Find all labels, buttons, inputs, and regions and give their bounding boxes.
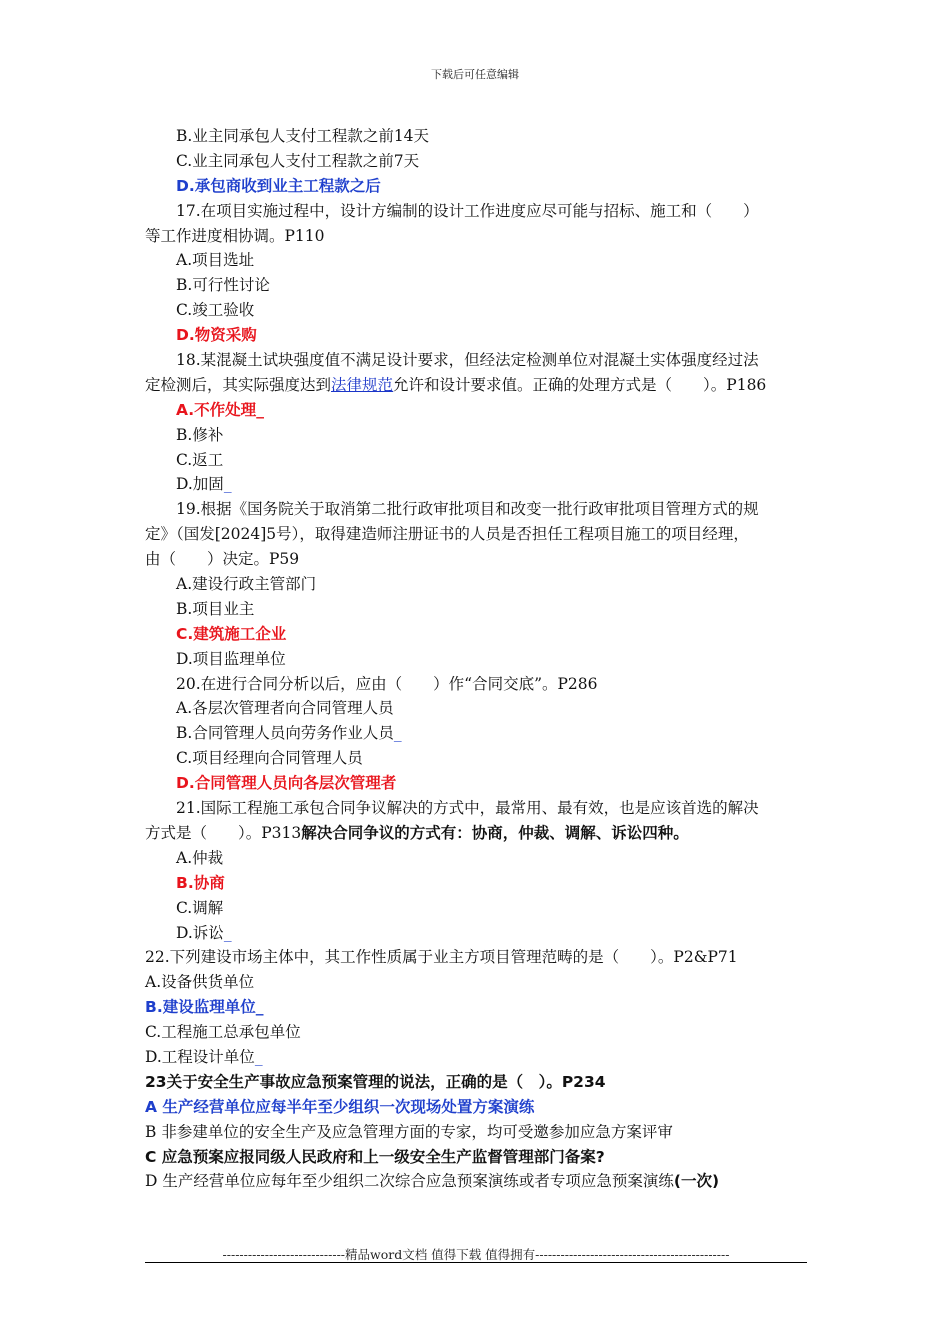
q20-option-c: C.项目经理向合同管理人员 xyxy=(176,749,363,768)
q20-option-b-text: B.合同管理人员向劳务作业人员 xyxy=(176,724,394,743)
q18-option-a-underscore: _ xyxy=(256,400,264,419)
q22-option-c: C.工程施工总承包单位 xyxy=(145,1023,301,1042)
q16-option-c: C.业主同承包人支付工程款之前7天 xyxy=(176,151,420,170)
q19-stem-line2: 定》（国发[2024]5号），取得建造师注册证书的人员是否担任工程项目施工的项目经理， xyxy=(145,525,749,544)
q17-option-b: B.可行性讨论 xyxy=(176,276,270,295)
q22-option-a: A.设备供货单位 xyxy=(145,973,255,992)
q16-option-d-answer: D.承包商收到业主工程款之后 xyxy=(176,176,381,195)
q16-option-b: B.业主同承包人支付工程款之前14天 xyxy=(176,127,430,145)
law-link[interactable]: 法律规范 xyxy=(331,375,394,394)
q23-option-b: B 非参建单位的安全生产及应急管理方面的专家，均可受邀参加应急方案评审 xyxy=(145,1122,673,1141)
q22-option-d-underscore: _ xyxy=(254,1047,263,1066)
q18-option-a-text: A.不作处理 xyxy=(176,400,257,419)
page-footer: -----------------------------精品word文档 值得下载 值得拥有---------------------------------------------- xyxy=(222,1247,730,1262)
q19-option-d: D.项目监理单位 xyxy=(176,649,286,668)
q19-stem-line3: 由（ ）决定。P59 xyxy=(145,550,300,569)
q22-option-d-text: D.工程设计单位 xyxy=(145,1047,255,1066)
q17-option-a: A.项目选址 xyxy=(176,251,255,270)
q18-option-a-answer xyxy=(145,398,815,423)
q21-stem-line2 xyxy=(145,821,815,846)
q19-stem-line1: 19.根据《国务院关于取消第二批行政审批项目和改变一批行政审批项目管理方式的规 xyxy=(176,500,759,519)
q19-option-b: B.项目业主 xyxy=(176,599,255,618)
q22-option-d xyxy=(145,1045,815,1070)
document-body xyxy=(145,124,815,1194)
q21-option-d-text: D.诉讼 xyxy=(176,923,224,942)
q19-option-c-answer: C.建筑施工企业 xyxy=(176,624,287,643)
q21-option-d xyxy=(145,921,815,946)
q17-stem-line2: 等工作进度相协调。P110 xyxy=(145,226,325,245)
q18-option-d xyxy=(145,472,815,497)
q21-option-c: C.调解 xyxy=(176,898,224,917)
q17-option-c: C.竣工验收 xyxy=(176,301,255,320)
q21-option-a: A.仲裁 xyxy=(176,848,224,867)
q22-stem: 22.下列建设市场主体中，其工作性质属于业主方项目管理范畴的是（ ）。P2&P71 xyxy=(145,948,738,967)
q23-stem: 23关于安全生产事故应急预案管理的说法，正确的是（ ）。P234 xyxy=(145,1072,606,1091)
q22-option-b-text: B.建设监理单位 xyxy=(145,998,256,1017)
q21-option-b-answer: B.协商 xyxy=(176,873,225,892)
q18-option-d-underscore: _ xyxy=(223,475,232,494)
q20-option-a: A.各层次管理者向合同管理人员 xyxy=(176,699,394,718)
q18-stem-text-b: 允许和设计要求值。正确的处理方式是（ ）。P186 xyxy=(393,375,767,394)
q18-stem-text-a: 定检测后，其实际强度达到 xyxy=(145,375,332,394)
q17-stem-line1: 17.在项目实施过程中，设计方编制的设计工作进度应尽可能与招标、施工和（ ） xyxy=(176,201,759,220)
q21-stem-line1: 21.国际工程施工承包合同争议解决的方式中，最常用、最有效，也是应该首选的解决 xyxy=(176,799,759,818)
q22-option-b-answer xyxy=(145,995,815,1020)
q23-option-a-answer: A 生产经营单位应每半年至少组织一次现场处置方案演练 xyxy=(145,1097,535,1116)
q18-option-c: C.返工 xyxy=(176,450,224,469)
q20-option-b xyxy=(145,721,815,746)
q21-option-d-underscore: _ xyxy=(223,923,232,942)
q21-note: 解决合同争议的方式有：协商，仲裁、调解、诉讼四种。 xyxy=(301,823,689,842)
q18-stem-line1: 18.某混凝土试块强度值不满足设计要求，但经法定检测单位对混凝土实体强度经过法 xyxy=(176,351,759,370)
q18-stem-line2 xyxy=(145,373,815,398)
q20-stem: 20.在进行合同分析以后，应由（ ）作“合同交底”。P286 xyxy=(176,674,598,693)
q20-option-b-underscore: _ xyxy=(393,724,402,743)
q20-option-d-answer: D.合同管理人员向各层次管理者 xyxy=(176,774,397,793)
q18-option-d-text: D.加固 xyxy=(176,475,224,494)
q17-option-d-answer: D.物资采购 xyxy=(176,326,257,345)
footer-divider xyxy=(145,1262,807,1263)
q22-option-b-underscore: _ xyxy=(255,998,264,1017)
q19-option-a: A.建设行政主管部门 xyxy=(176,575,317,594)
q21-stem-text: 方式是（ ）。P313 xyxy=(145,823,302,842)
q23-option-d-text: D 生产经营单位应每年至少组织二次综合应急预案演练或者专项应急预案演练 xyxy=(145,1172,674,1191)
q18-option-b: B.修补 xyxy=(176,425,224,444)
q23-option-c: C 应急预案应报同级人民政府和上一级安全生产监督管理部门备案? xyxy=(145,1147,605,1166)
page-header: 下载后可任意编辑 xyxy=(431,68,519,81)
q23-option-d-note: (一次) xyxy=(673,1172,720,1191)
q23-option-d xyxy=(145,1169,815,1194)
